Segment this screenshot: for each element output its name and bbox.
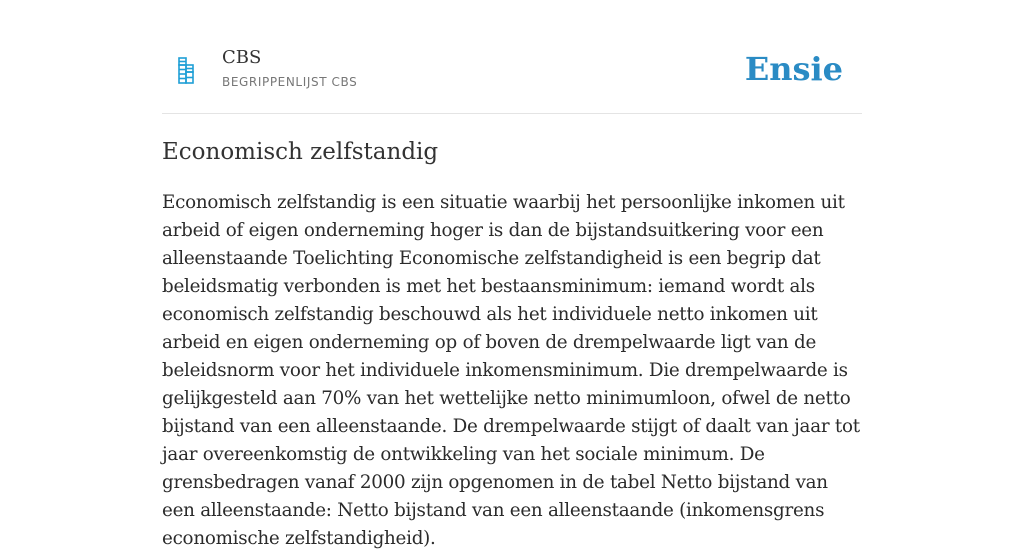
header bbox=[162, 40, 862, 114]
source-subtitle[interactable]: BEGRIPPENLIJST CBS bbox=[222, 75, 358, 89]
source-name[interactable]: CBS bbox=[222, 47, 262, 68]
page-content bbox=[162, 0, 862, 549]
cbs-logo-icon[interactable] bbox=[176, 56, 196, 86]
ensie-logo[interactable]: Ensie bbox=[744, 50, 843, 88]
term-title: Economisch zelfstandig bbox=[162, 139, 439, 165]
term-definition: Economisch zelfstandig is een situatie waarbij het persoonlijke inkomen uit arbeid of eigen onderneming hoger is dan de bijstandsuitkering voor een alleenstaande Toelichting Economische zelfstandigheid is een begrip dat beleidsmatig verbonden is met het bestaansminimum: iemand wordt als economisch zelfstandig beschouwd als het individuele netto inkomen uit arbeid en eigen onderneming op of boven de drempelwaarde ligt van de beleidsnorm voor het individuele inkomensminimum. Die drempelwaarde is gelijkgesteld aan 70% van het wettelijke netto minimumloon, ofwel de netto bijstand van een alleenstaande. De drempelwaarde stijgt of daalt van jaar tot jaar overeenkomstig de ontwikkeling van het sociale minimum. De grensbedragen vanaf 2000 zijn opgenomen in de tabel Netto bijstand van een alleenstaande: Netto bijstand van een alleenstaande (inkomensgrens economische zelfstandigheid). bbox=[162, 192, 860, 549]
